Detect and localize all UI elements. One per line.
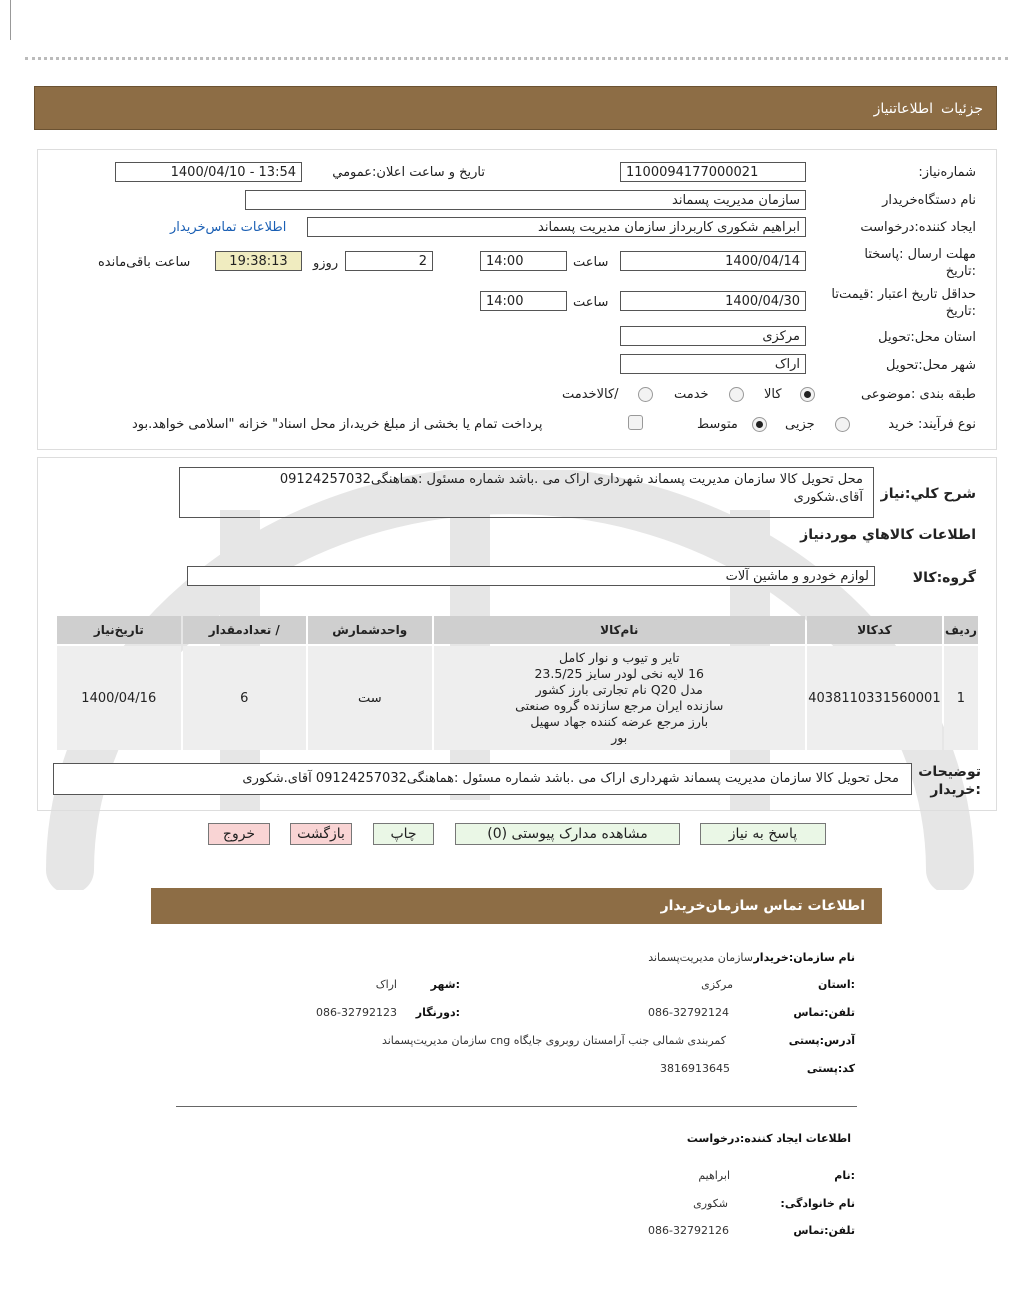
deadline-time-field[interactable]: 14:00	[480, 251, 567, 271]
contact-phone-value: 086-32792124	[648, 1006, 729, 1019]
buyer-label: نام دستگاه‌خریدار	[882, 193, 976, 208]
description-label: شرح کلي:نیاز	[880, 486, 976, 502]
days-field[interactable]: 2	[345, 251, 433, 271]
row-name-line: مدل Q20 نام تجارتی بارز کشور	[535, 682, 703, 697]
buyer-notes-label: توضیحات	[918, 764, 981, 780]
requester-header: اطلاعات ایجاد کننده:درخواست	[686, 1132, 851, 1145]
col-name: نام‌کالا	[434, 616, 805, 644]
contact-fax-label: :دورنگار	[415, 1006, 460, 1019]
contact-phone-label: تلفن:تماس	[793, 1006, 855, 1019]
requester-phone-label: تلفن:تماس	[793, 1224, 855, 1237]
validity-date-field[interactable]: 1400/04/30	[620, 291, 806, 311]
contact-address-value: کمربندی شمالی جنب آرامستان روبروی جایگاه cng سازمان مدیریت‌پسماند	[381, 1034, 726, 1047]
org-value: سازمان مدیریت‌پسماند	[648, 951, 753, 964]
goods-group-label: گروه:کالا	[912, 570, 976, 586]
buyer-notes-label-2: :خریدار	[930, 782, 981, 798]
requester-name-value: ابراهیم	[698, 1169, 730, 1182]
col-qty: / تعدادمقدار	[183, 616, 306, 644]
remaining-time-field: 19:38:13	[215, 251, 302, 271]
buyer-field[interactable]: سازمان مدیریت پسماند	[245, 190, 806, 210]
description-box	[179, 467, 874, 518]
col-code: کدکالا	[807, 616, 942, 644]
exit-button[interactable]: خروج	[208, 823, 270, 845]
days-label: روزو	[313, 256, 339, 271]
contact-divider	[176, 1106, 857, 1107]
row-name	[434, 646, 805, 750]
goods-table	[55, 614, 980, 752]
tab-need-info[interactable]: اطلاعاتنیاز	[873, 101, 933, 117]
org-label: نام سازمان:خریدار	[753, 951, 855, 964]
tab-details[interactable]: جزئیات	[941, 101, 983, 117]
row-name-line: 16 لایه نخی لودر سایز 23.5/25	[534, 666, 705, 681]
contact-postal-value: 3816913645	[660, 1062, 730, 1075]
col-index: ردیف	[944, 616, 978, 644]
deadline-label-2: :تاریخ	[945, 264, 976, 279]
need-number-label: شماره‌نیاز:	[918, 165, 976, 180]
page-left-rule	[10, 0, 11, 40]
validity-label-2: :تاریخ	[945, 304, 976, 319]
announce-label: تاریخ و ساعت اعلان:عمومي	[332, 165, 485, 180]
top-dotted-rule	[25, 57, 1008, 60]
row-name-line: سازنده ایران مرجع سازنده گروه صنعتی	[515, 698, 724, 713]
view-attachments-button[interactable]: مشاهده مدارک پیوستی (0)	[455, 823, 680, 845]
province-field[interactable]: مرکزی	[620, 326, 806, 346]
row-date: 1400/04/16	[57, 646, 181, 750]
row-name-line: بور	[611, 730, 628, 745]
goods-table-header	[57, 616, 978, 644]
contact-postal-label: کد:پستی	[806, 1062, 855, 1075]
deadline-time-label: ساعت	[573, 255, 609, 270]
creator-label: ایجاد کننده:درخواست	[860, 220, 976, 235]
process-medium-label: متوسط	[697, 417, 738, 432]
process-minor-radio[interactable]	[835, 417, 850, 432]
category-label: طبقه بندی :موضوعی	[860, 387, 976, 402]
print-button[interactable]: چاپ	[373, 823, 434, 845]
validity-time-field[interactable]: 14:00	[480, 291, 567, 311]
description-line-2: آقای.شکوری	[793, 490, 863, 505]
treasury-payment-note: پرداخت تمام یا بخشی از مبلغ خرید،از محل اسناد" خزانه "اسلامی خواهد.بود	[132, 417, 543, 432]
contact-province-label: :استان	[818, 978, 855, 991]
col-unit: واحدشمارش	[308, 616, 431, 644]
process-medium-radio[interactable]	[752, 417, 767, 432]
validity-time-label: ساعت	[573, 295, 609, 310]
deadline-date-field[interactable]: 1400/04/14	[620, 251, 806, 271]
validity-label: حداقل تاریخ اعتبار :قیمت‌تا	[831, 287, 976, 302]
category-service-label: خدمت	[674, 387, 709, 402]
category-goods-radio[interactable]	[800, 387, 815, 402]
contact-header-title: اطلاعات تماس سازمان‌خریدار	[660, 898, 865, 914]
city-label: شهر محل:تحویل	[886, 358, 976, 373]
buyer-contact-link[interactable]: اطلاعات تماس‌خریدار	[170, 220, 287, 235]
back-button[interactable]: بازگشت	[290, 823, 352, 845]
need-number-field[interactable]: 1100094177000021	[620, 162, 806, 182]
requester-family-label: نام خانوادگی:	[780, 1197, 855, 1210]
row-unit: ست	[308, 646, 431, 750]
row-code: 4038110331560001	[807, 646, 942, 750]
contact-city-value: اراک	[375, 978, 397, 991]
requester-family-value: شکوری	[693, 1197, 728, 1210]
buyer-notes-field: محل تحویل کالا سازمان مدیریت پسماند شهرداری اراک می .باشد شماره مسئول :هماهنگی09124257032 آقای.شکوری	[53, 763, 912, 795]
details-header-bar	[34, 86, 997, 130]
city-field[interactable]: اراک	[620, 354, 806, 374]
remaining-label: ساعت باقی‌مانده	[98, 255, 191, 270]
deadline-label: مهلت ارسال :پاسختا	[864, 247, 976, 262]
col-date: تاریخ‌نیاز	[57, 616, 181, 644]
category-goods-label: کالا	[764, 387, 782, 402]
row-index: 1	[944, 646, 978, 750]
announce-datetime-field[interactable]: 1400/04/10 - 13:54	[115, 162, 302, 182]
process-minor-label: جزیی	[785, 417, 815, 432]
row-qty: 6	[183, 646, 306, 750]
treasury-payment-checkbox[interactable]	[628, 415, 643, 430]
row-name-line: بارز مرجع عرضه کننده جهاد سهیل	[530, 714, 709, 729]
requester-name-label: :نام	[834, 1169, 855, 1182]
row-name-line: تایر و تیوب و نوار کامل	[559, 650, 680, 665]
category-both-label: /کالاخدمت	[562, 387, 619, 402]
contact-city-label: :شهر	[430, 978, 460, 991]
requester-phone-value: 086-32792126	[648, 1224, 729, 1237]
contact-address-label: آدرس:پستی	[788, 1034, 855, 1047]
contact-fax-value: 086-32792123	[316, 1006, 397, 1019]
reply-button[interactable]: پاسخ به نیاز	[700, 823, 826, 845]
process-label: نوع فرآیند: خرید	[888, 417, 976, 432]
category-service-radio[interactable]	[729, 387, 744, 402]
description-line-1: محل تحویل کالا سازمان مدیریت پسماند شهرداری اراک می .باشد شماره مسئول :هماهنگی09124257032	[279, 472, 863, 487]
table-row[interactable]	[57, 646, 978, 750]
goods-group-field[interactable]: لوازم خودرو و ماشین آلات	[187, 566, 875, 586]
creator-field[interactable]: ابراهیم شکوری کاربرداز سازمان مدیریت پسماند	[307, 217, 806, 237]
contact-province-value: مرکزی	[701, 978, 733, 991]
category-both-radio[interactable]	[638, 387, 653, 402]
goods-title: اطلاعات کالاهاي موردنیاز	[800, 527, 976, 543]
province-label: استان محل:تحویل	[878, 330, 976, 345]
